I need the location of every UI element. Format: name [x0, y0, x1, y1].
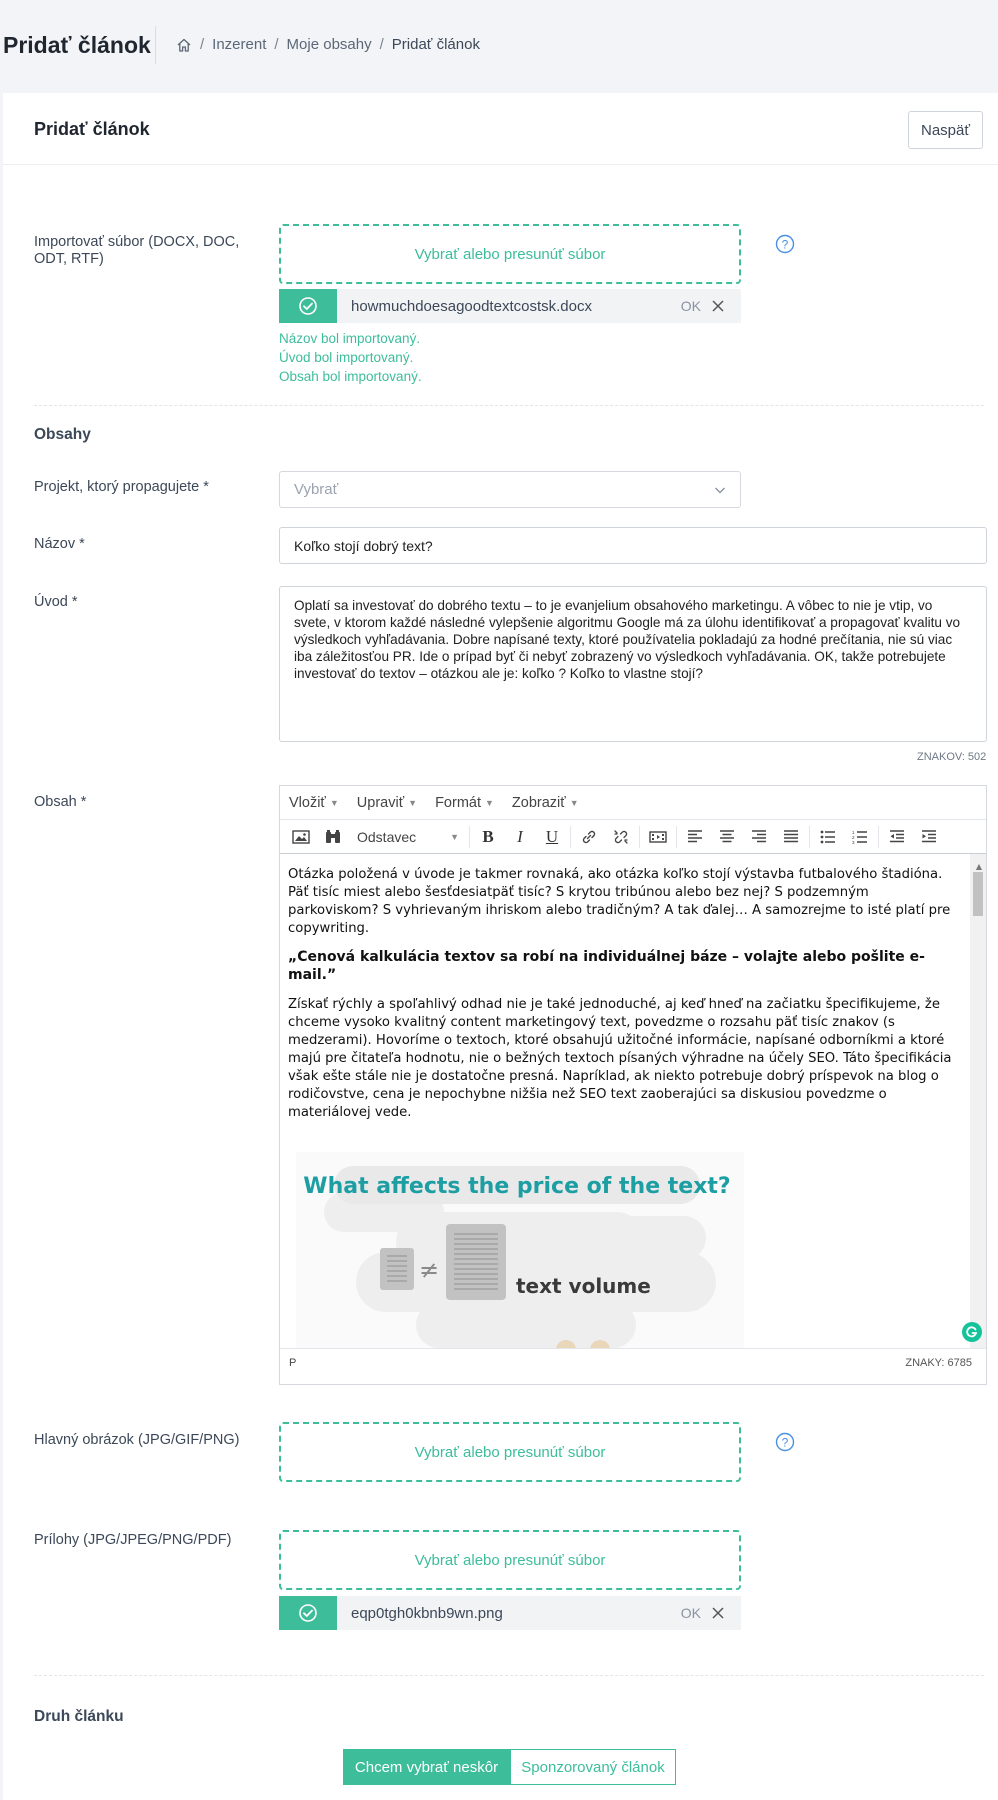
outdent-icon — [889, 830, 905, 844]
content-char-counter: ZNAKY: 6785 — [905, 1356, 972, 1369]
content-paragraph: Získať rýchly a spoľahlivý odhad nie je také jednoduché, aj keď hneď na začiatku špecifikujeme, že chceme vysoko kvalitný content marketingový text, povedzme o rozsahu päť tisíc znakov (s medzerami). Hovoríme o textoch, ktoré obsahujú užitočné informácie, napísané odborníkmi a ktoré majú pre čitateľa hodnotu, nie o bežných textoch písaných výhradne na účely SEO. Táto špecifikácia však ešte stále nie je dostatočne presná. Napríklad, ak niekto potrebuje dobrý príspevok na blog o rodičovstve, cena je nepochybne nižšia než SEO text zaoberajúci sa diskusiou povedzme o materiálovej vede. — [288, 997, 952, 1120]
svg-text:?: ? — [781, 237, 789, 252]
italic-button[interactable] — [504, 823, 536, 851]
scrollbar-thumb[interactable] — [973, 872, 983, 916]
attachments-dropzone[interactable]: Vybrať alebo presunúť súbor — [279, 1530, 741, 1590]
breadcrumb-item-moje-obsahy[interactable]: Moje obsahy — [286, 36, 372, 53]
indent-button[interactable] — [913, 823, 945, 851]
media-icon — [649, 830, 667, 844]
import-message-intro: Úvod bol importovaný. — [279, 350, 414, 365]
toolbar-divider — [676, 826, 677, 848]
attachments-label: Prílohy (JPG/JPEG/PNG/PDF) — [34, 1532, 232, 1548]
caret-down-icon: ▼ — [569, 797, 579, 808]
binoculars-icon — [324, 829, 342, 845]
align-center-button[interactable] — [711, 823, 743, 851]
title-label: Názov * — [34, 536, 85, 552]
caret-down-icon: ▼ — [450, 831, 459, 842]
underline-button[interactable] — [536, 823, 568, 851]
numbered-list-button[interactable] — [844, 823, 876, 851]
project-label: Projekt, ktorý propagujete * — [34, 479, 209, 495]
insert-link-button[interactable] — [573, 823, 605, 851]
breadcrumb — [176, 36, 480, 53]
menu-edit-label: Upraviť — [356, 794, 405, 811]
home-icon[interactable] — [176, 37, 192, 53]
page-title: Pridať článok — [3, 32, 151, 58]
choose-later-button[interactable]: Chcem vybrať neskôr — [343, 1749, 510, 1785]
section-divider — [34, 405, 984, 406]
import-file-row — [279, 289, 741, 323]
import-file-status: OK — [680, 298, 701, 314]
find-replace-button[interactable] — [317, 823, 349, 851]
bullet-list-button[interactable] — [812, 823, 844, 851]
breadcrumb-separator: / — [379, 36, 384, 53]
intro-textarea[interactable]: Oplatí sa investovať do dobrého textu – to je evanjelium obsahového marketingu. A vôbec to nie je vtip, vo svete, v ktorom každé následné vylepšenie algoritmu Google má za úlohu identifikovať a propagovať kvalitu vo výsledkoch vyhľadávania. Dobre napísané texty, ktoré používatelia pokladajú za hodné prečítania, nie sú viac iba záležitosťou PR. Ide o prípad byť či nebyť zobrazený vo výsledkoch vyhľadávania. OK, takže potrebujete investovať do textov – otázkou ale je: koľko ? Koľko to vlastne stojí? — [279, 586, 987, 742]
file-check-badge — [279, 289, 337, 323]
element-path[interactable]: P — [289, 1356, 297, 1369]
header-divider — [155, 26, 156, 64]
underline-icon: U — [545, 826, 559, 846]
block-format-select[interactable] — [349, 823, 467, 851]
menu-view-label: Zobraziť — [511, 794, 566, 811]
toolbar-divider — [809, 826, 810, 848]
editor-statusbar — [280, 1348, 986, 1376]
project-select[interactable] — [279, 471, 741, 508]
card-title: Pridať článok — [34, 119, 150, 139]
caret-down-icon: ▼ — [329, 797, 339, 808]
content-editor — [279, 785, 987, 1385]
align-justify-button[interactable] — [775, 823, 807, 851]
title-input[interactable]: Koľko stojí dobrý text? — [279, 527, 987, 564]
import-label: Importovať súbor (DOCX, DOC, ODT, RTF) — [34, 234, 240, 267]
attachment-file-status: OK — [680, 1605, 701, 1621]
breadcrumb-separator: / — [200, 36, 205, 53]
content-label: Obsah * — [34, 794, 87, 810]
infographic-caption: text volume — [516, 1274, 651, 1298]
breadcrumb-separator: / — [274, 36, 279, 53]
menu-format[interactable] — [435, 795, 494, 811]
import-message-content: Obsah bol importovaný. — [279, 369, 422, 384]
align-left-icon — [687, 830, 703, 844]
file-check-badge — [279, 1596, 337, 1630]
check-circle-icon — [298, 1603, 318, 1623]
menu-insert-label: Vložiť — [289, 794, 326, 811]
toolbar-divider — [469, 826, 470, 848]
insert-image-button[interactable] — [285, 823, 317, 851]
intro-char-counter: ZNAKOV: 502 — [917, 751, 987, 763]
toolbar-divider — [878, 826, 879, 848]
contents-section-title: Obsahy — [34, 426, 91, 443]
link-icon — [580, 828, 598, 846]
editor-content-area[interactable] — [280, 854, 986, 1348]
top-bar — [0, 0, 998, 92]
intro-label: Úvod * — [34, 594, 78, 610]
grammarly-icon[interactable] — [962, 1322, 982, 1342]
editor-menubar — [280, 786, 986, 820]
remove-file-icon[interactable] — [711, 299, 725, 313]
caret-down-icon: ▼ — [484, 797, 494, 808]
help-icon[interactable] — [775, 234, 795, 254]
main-image-label: Hlavný obrázok (JPG/GIF/PNG) — [34, 1432, 240, 1448]
sponsored-article-button[interactable]: Sponzorovaný článok — [510, 1749, 676, 1785]
svg-text:2: 2 — [852, 834, 855, 840]
numbered-list-icon — [852, 830, 868, 844]
content-paragraph: Otázka položená v úvode je takmer rovnaká, ako otázka koľko stojí výstavba futbalového štadióna. Päť tisíc miest alebo šesťdesiatpäť tisíc? S krytou tribúnou alebo bez nej? S podzemným parkoviskom? S vyhrievaným ihriskom alebo tradičným? A tak ďalej… A samozrejme to isté platí pre copywriting. — [288, 867, 951, 936]
infographic-image — [296, 1152, 744, 1348]
align-left-button[interactable] — [679, 823, 711, 851]
breadcrumb-item-inzerent[interactable]: Inzerent — [212, 36, 267, 53]
import-message-title: Názov bol importovaný. — [279, 331, 421, 346]
toolbar-divider — [570, 826, 571, 848]
indent-icon — [921, 830, 937, 844]
breadcrumb-item-current: Pridať článok — [391, 36, 480, 53]
not-equal-symbol: ≠ — [418, 1256, 440, 1284]
align-right-icon — [751, 830, 767, 844]
project-select-placeholder: Vybrať — [294, 481, 339, 498]
editor-scrollbar[interactable] — [970, 854, 986, 1348]
back-button[interactable]: Naspäť — [908, 111, 983, 149]
caret-down-icon: ▼ — [408, 797, 418, 808]
scroll-up-icon[interactable]: ▲ — [975, 862, 982, 871]
menu-format-label: Formát — [435, 794, 481, 811]
attachment-file-name: eqp0tgh0kbnb9wn.png — [351, 1604, 503, 1622]
align-center-icon — [719, 830, 735, 844]
unlink-icon — [612, 828, 630, 846]
toolbar-divider — [639, 826, 640, 848]
import-file-name: howmuchdoesagoodtextcostsk.docx — [351, 297, 592, 315]
check-circle-icon — [298, 296, 318, 316]
outdent-button[interactable] — [881, 823, 913, 851]
insert-media-button[interactable] — [642, 823, 674, 851]
italic-icon: I — [517, 826, 523, 846]
remove-file-icon[interactable] — [711, 1606, 725, 1620]
menu-edit[interactable] — [357, 795, 417, 811]
bold-icon: B — [482, 826, 494, 846]
add-article-card — [3, 93, 998, 1800]
section-divider — [34, 1675, 984, 1676]
align-justify-icon — [783, 830, 799, 844]
align-right-button[interactable] — [743, 823, 775, 851]
menu-view[interactable] — [512, 795, 579, 811]
block-format-value: Odstavec — [357, 828, 417, 845]
bold-button[interactable] — [472, 823, 504, 851]
svg-text:3: 3 — [852, 839, 855, 844]
infographic-heading: What affects the price of the text? — [303, 1174, 731, 1199]
article-type-title: Druh článku — [34, 1708, 124, 1725]
help-icon[interactable] — [775, 1432, 795, 1452]
main-image-dropzone[interactable]: Vybrať alebo presunúť súbor — [279, 1422, 741, 1482]
grammarly-glyph-icon — [962, 1322, 982, 1342]
image-icon — [292, 829, 310, 845]
svg-text:1: 1 — [852, 829, 855, 835]
svg-text:?: ? — [781, 1435, 789, 1450]
editor-toolbar — [280, 820, 986, 854]
attachment-file-row — [279, 1596, 741, 1630]
content-quote: „Cenová kalkulácia textov sa robí na individuálnej báze – volajte alebo pošlite e-mail.” — [288, 949, 925, 983]
chevron-down-icon — [714, 484, 726, 496]
remove-link-button[interactable] — [605, 823, 637, 851]
menu-insert[interactable] — [289, 795, 339, 811]
bullet-list-icon — [820, 830, 836, 844]
import-dropzone[interactable]: Vybrať alebo presunúť súbor — [279, 224, 741, 284]
card-header — [3, 93, 998, 165]
